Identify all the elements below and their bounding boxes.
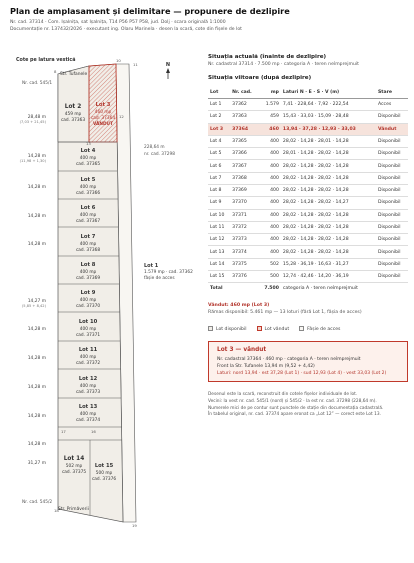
west-side-heading: Cote pe latura vestică (16, 58, 76, 63)
table-cell: 37368 (230, 172, 258, 184)
lot-label-text: Lot 3 (95, 102, 111, 108)
table-cell: 28,02 · 14,28 · 28,01 · 14,28 (281, 135, 376, 147)
svg-text:N: N (165, 62, 171, 68)
lot-label-text: 500 mp (95, 471, 113, 476)
table-cell: Disponibil (376, 160, 408, 172)
meta-line-2: Documentație nr. 137432/2026 · executant ing. Olaru Marinela · desen la scară, cote din fișele de lot (10, 27, 242, 33)
table-cell: 37371 (230, 209, 258, 221)
table-cell: Vândut (376, 123, 408, 135)
table-cell: Disponibil (376, 221, 408, 233)
lot-label-text: 400 mp (79, 412, 97, 417)
table-cell: Disponibil (376, 246, 408, 258)
west-dim-label: 14,28 m (27, 214, 46, 219)
table-row[interactable] (208, 221, 408, 233)
svg-text:11: 11 (133, 62, 138, 67)
west-dim-label: 14,28 m (27, 154, 46, 159)
table-cell: 28,02 · 14,28 · 28,02 · 14,27 (281, 197, 376, 209)
table-cell: 400 (259, 197, 281, 209)
callout-line-3: Laturi: nord 13,94 · est 37,28 (Lot 1) · sud 12,93 (Lot 4) · vest 33,03 (Lot 2) (217, 371, 387, 377)
lot-label-text: Lot 7 (80, 234, 96, 240)
table-cell: 37365 (230, 135, 258, 147)
east-neighbor-cad: nr. cad. 37298 (144, 152, 175, 157)
west-dim-sublabel: (5,85 + 8,42) (21, 304, 46, 308)
table-cell: 15,43 · 33,03 · 15,09 · 28,48 (281, 111, 376, 123)
lot-label-text: Lot 14 (63, 456, 85, 462)
street-top-label: Str. Tufanele (60, 72, 88, 77)
table-cell: 500 (259, 270, 281, 282)
table-cell: 400 (259, 148, 281, 160)
table-cell: 459 (259, 111, 281, 123)
lot-label-text: 400 mp (79, 355, 97, 360)
table-cell: Lot 6 (208, 160, 230, 172)
west-dim-label: 14,28 m (27, 414, 46, 419)
lot-label-text: Lot 6 (80, 205, 96, 211)
col-lot: Lot (208, 87, 230, 99)
table-cell: Lot 14 (208, 258, 230, 270)
west-dim-label: 28,48 m (27, 115, 46, 120)
lot-label-text: VÂNDUT (93, 122, 113, 127)
lot-label-text: cad. 37367 (75, 219, 101, 224)
table-cell: 37367 (230, 160, 258, 172)
west-dim-label: 14,28 m (27, 185, 46, 190)
legend (208, 326, 408, 332)
note-2: Vecini: la vest nr. cad. 545/1 (nord) și 545/2 · la est nr. cad. 37298 (228,64 m). (208, 398, 377, 404)
svg-text:18: 18 (54, 508, 59, 513)
west-dim-label: 14,28 m (27, 385, 46, 390)
table-row[interactable] (208, 123, 408, 135)
table-cell: Lot 2 (208, 111, 230, 123)
table-row[interactable] (208, 246, 408, 258)
table-row[interactable] (208, 160, 408, 172)
table-cell: 28,02 · 14,28 · 28,02 · 14,28 (281, 246, 376, 258)
lot-label-text: cad. 37376 (91, 477, 117, 482)
callout-line-1: Nr. cadastral 37364 · 460 mp · categoria A · teren neîmprejmuit (217, 356, 361, 362)
table-cell: 400 (259, 246, 281, 258)
lot-label-text: Lot 8 (80, 262, 96, 268)
west-dim-label: 14,28 m (27, 442, 46, 447)
lot-1-label (144, 263, 193, 281)
table-cell: 28,01 · 14,28 · 28,02 · 14,28 (281, 148, 376, 160)
lot-label-text: 400 mp (79, 242, 97, 247)
note-3: Numerele mici de pe contur sunt punctele de stație din documentația cadastrală. (208, 405, 384, 411)
table-cell: Lot 5 (208, 148, 230, 160)
site-plan-drawing (0, 0, 205, 563)
legend-sold: Lot vândut (257, 326, 290, 332)
lot-label-text: Lot 10 (78, 319, 98, 325)
lot-label-text: Lot 12 (78, 376, 98, 382)
note-4: În tabelul original, nr. cad. 37374 apare eronat ca „Lot 12” — corect este Lot 13. (208, 412, 381, 418)
west-dim-sublabel: (7,03 + 21,45) (19, 120, 46, 124)
table-row[interactable] (208, 148, 408, 160)
table-cell: Disponibil (376, 258, 408, 270)
table-cell: Lot 13 (208, 246, 230, 258)
lot-label-text: cad. 37373 (75, 390, 101, 395)
table-cell: 37374 (230, 246, 258, 258)
current-situation-title: Situația actuală (înainte de dezlipire) (208, 54, 327, 60)
lot-3-callout (208, 341, 408, 383)
svg-text:19: 19 (132, 523, 137, 528)
table-cell: 502 (259, 258, 281, 270)
table-cell: Lot 4 (208, 135, 230, 147)
table-cell: Disponibil (376, 111, 408, 123)
lot-label-text: cad. 37368 (75, 248, 101, 253)
table-row[interactable] (208, 184, 408, 196)
table-cell: Lot 9 (208, 197, 230, 209)
table-cell: Lot 12 (208, 234, 230, 246)
callout-title: Lot 3 — vândut (217, 346, 267, 353)
table-cell: Disponibil (376, 184, 408, 196)
table-cell: 400 (259, 221, 281, 233)
table-cell: Lot 8 (208, 184, 230, 196)
table-cell: 400 (259, 209, 281, 221)
table-row[interactable] (208, 258, 408, 270)
table-cell: Lot 10 (208, 209, 230, 221)
north-arrow-icon (166, 62, 170, 79)
table-header-row (208, 87, 408, 99)
table-cell: Lot 1 (208, 99, 230, 111)
page-title: Plan de amplasament și delimitare — propunere de dezlipire (10, 6, 290, 16)
svg-text:13: 13 (86, 141, 91, 146)
table-cell: 37366 (230, 148, 258, 160)
table-cell: 7,41 · 228,64 · 7,92 · 222,54 (281, 99, 376, 111)
lot-label-text: cad. 37365 (75, 162, 101, 167)
table-cell: 7.500 (264, 286, 279, 292)
west-dim-label: 14,27 m (27, 299, 46, 304)
svg-text:1.579 mp · cad. 37362: 1.579 mp · cad. 37362 (144, 270, 193, 275)
west-dim-label: 14,28 m (27, 356, 46, 361)
lot-label-text: cad. 37364 (90, 116, 116, 121)
lot-label-text: 460 mp (94, 110, 112, 115)
east-neighbor-dim: 228,64 m (144, 145, 165, 150)
table-cell: Disponibil (376, 135, 408, 147)
remaining-summary: Rămas disponibil: 5.461 mp — 13 loturi (fără Lot 1, fâșia de acces) (208, 309, 362, 315)
table-cell: 28,02 · 14,28 · 28,02 · 14,28 (281, 234, 376, 246)
table-cell: Disponibil (376, 234, 408, 246)
street-bottom-label: Str. Primăverii (58, 507, 89, 512)
table-row[interactable] (208, 135, 408, 147)
future-situation-title: Situația viitoare (după dezlipire) (208, 75, 312, 81)
lot-label-text: 400 mp (79, 270, 97, 275)
neighbor-bottom-label: Nr. cad. 545/2 (22, 500, 53, 505)
col-sides: Laturi N · E · S · V (m) (281, 87, 376, 99)
lot-label-text: cad. 37363 (60, 118, 86, 123)
table-cell: 28,02 · 14,28 · 28,02 · 14,28 (281, 172, 376, 184)
table-cell: 37363 (230, 111, 258, 123)
svg-text:17: 17 (61, 429, 66, 434)
west-dim-label: 14,28 m (27, 242, 46, 247)
table-cell: categoria A · teren neîmprejmuit (282, 286, 358, 292)
table-cell: 400 (259, 160, 281, 172)
lot-label-text: cad. 37370 (75, 304, 101, 309)
table-row[interactable] (208, 197, 408, 209)
lot-label-text: 400 mp (79, 327, 97, 332)
table-cell: 1.579 (259, 99, 281, 111)
table-cell: Lot 7 (208, 172, 230, 184)
lot-label-text: 400 mp (79, 384, 97, 389)
col-cad: Nr. cad. (230, 87, 258, 99)
table-row[interactable] (208, 270, 408, 282)
table-cell: Disponibil (376, 197, 408, 209)
svg-text:16: 16 (91, 429, 96, 434)
table-row[interactable] (208, 209, 408, 221)
table-cell: 13,94 · 37,28 · 12,93 · 33,03 (281, 123, 376, 135)
lot-label-text: cad. 37375 (61, 470, 87, 475)
neighbor-top-label: Nr. cad. 545/1 (22, 81, 53, 86)
lot-label-text: 400 mp (79, 156, 97, 161)
col-status: Stare (376, 87, 408, 99)
legend-access: Fâșie de acces (299, 326, 340, 332)
table-cell: 28,02 · 14,28 · 28,02 · 14,28 (281, 160, 376, 172)
lot-label-text: Lot 11 (78, 347, 98, 353)
table-cell: Disponibil (376, 209, 408, 221)
legend-available: Lot disponibil (208, 326, 247, 332)
table-cell: 15,28 · 36,19 · 16,63 · 31,27 (281, 258, 376, 270)
west-side-dimensions (20, 114, 47, 466)
lot-label-text: cad. 37372 (75, 361, 101, 366)
table-cell: 37370 (230, 197, 258, 209)
table-row[interactable] (208, 172, 408, 184)
meta-line-1: Nr. cad. 37314 · Com. Ișalnița, sat Ișalnița, T14 P56 P57 P58, jud. Dolj · scara originală 1:1000 (10, 20, 226, 25)
col-area: mp (259, 87, 281, 99)
table-cell: 28,02 · 14,28 · 28,02 · 14,28 (281, 184, 376, 196)
table-cell (230, 283, 258, 295)
lot-label-text: 400 mp (79, 213, 97, 218)
table-cell: 37362 (230, 99, 258, 111)
table-cell: 37372 (230, 221, 258, 233)
lot-label-text: cad. 37366 (75, 191, 101, 196)
table-cell: Lot 3 (208, 123, 230, 135)
table-row[interactable] (208, 234, 408, 246)
west-dim-label: 31,27 m (27, 461, 46, 466)
lot-label-text: 400 mp (79, 185, 97, 190)
lot-label-text: 502 mp (65, 464, 83, 469)
lot-label-text: 459 mp (64, 112, 82, 117)
info-panel (208, 54, 408, 419)
table-cell: 400 (259, 184, 281, 196)
table-cell: 37369 (230, 184, 258, 196)
lot-label-text: Lot 13 (78, 404, 98, 410)
table-cell: 37364 (230, 123, 258, 135)
notes (208, 392, 408, 419)
lot-label-text: Lot 5 (80, 177, 96, 183)
table-cell: 28,02 · 14,28 · 28,02 · 14,28 (281, 221, 376, 233)
lot-label-text: cad. 37369 (75, 276, 101, 281)
west-dim-label: 14,28 m (27, 327, 46, 332)
table-row[interactable] (208, 111, 408, 123)
table-row[interactable] (208, 99, 408, 111)
lot-label-text: cad. 37371 (75, 333, 101, 338)
table-cell: 460 (259, 123, 281, 135)
table-cell: Acces (376, 99, 408, 111)
lot-label-text: Lot 15 (94, 463, 114, 469)
table-cell: Disponibil (376, 270, 408, 282)
table-cell: Disponibil (376, 148, 408, 160)
table-cell: 400 (259, 234, 281, 246)
current-situation-sub: Nr. cadastral 37314 · 7.500 mp · categoria A · teren neîmprejmuit (208, 62, 359, 67)
west-dim-sublabel: (11,98 + 1,30) (19, 159, 46, 163)
lot-label-text: Lot 4 (80, 148, 96, 154)
lot-label-text: cad. 37374 (75, 418, 101, 423)
svg-text:Lot 1: Lot 1 (144, 263, 159, 269)
note-1: Desenul este la scară, reconstruit din cotele fișelor individuale de lot. (208, 392, 358, 398)
svg-text:12: 12 (119, 114, 124, 119)
table-cell: 12,74 · 42,46 · 14,20 · 36,19 (281, 270, 376, 282)
table-cell: Lot 15 (208, 270, 230, 282)
table-cell: Lot 11 (208, 221, 230, 233)
table-total-row (208, 283, 408, 295)
table-cell: Total (210, 286, 223, 292)
table-cell (376, 283, 408, 295)
lot-label-text: 400 mp (79, 298, 97, 303)
sold-summary: Vândut: 460 mp (Lot 3) (208, 302, 270, 308)
table-cell: 37375 (230, 258, 258, 270)
callout-line-2: Front la Str. Tufanele 13,94 m (9,52 + 4,42) (217, 363, 315, 369)
table-cell: 37376 (230, 270, 258, 282)
lot-label-text: Lot 9 (80, 290, 96, 296)
lots-table (208, 87, 408, 295)
svg-text:fâșie de acces: fâșie de acces (144, 276, 175, 281)
lot-label-text: Lot 2 (64, 104, 82, 110)
table-cell: 400 (259, 172, 281, 184)
table-cell: Disponibil (376, 172, 408, 184)
svg-text:8: 8 (54, 69, 57, 74)
table-cell: 28,02 · 14,28 · 28,02 · 14,28 (281, 209, 376, 221)
table-cell: 37373 (230, 234, 258, 246)
svg-text:10: 10 (116, 58, 121, 63)
table-cell: 400 (259, 135, 281, 147)
